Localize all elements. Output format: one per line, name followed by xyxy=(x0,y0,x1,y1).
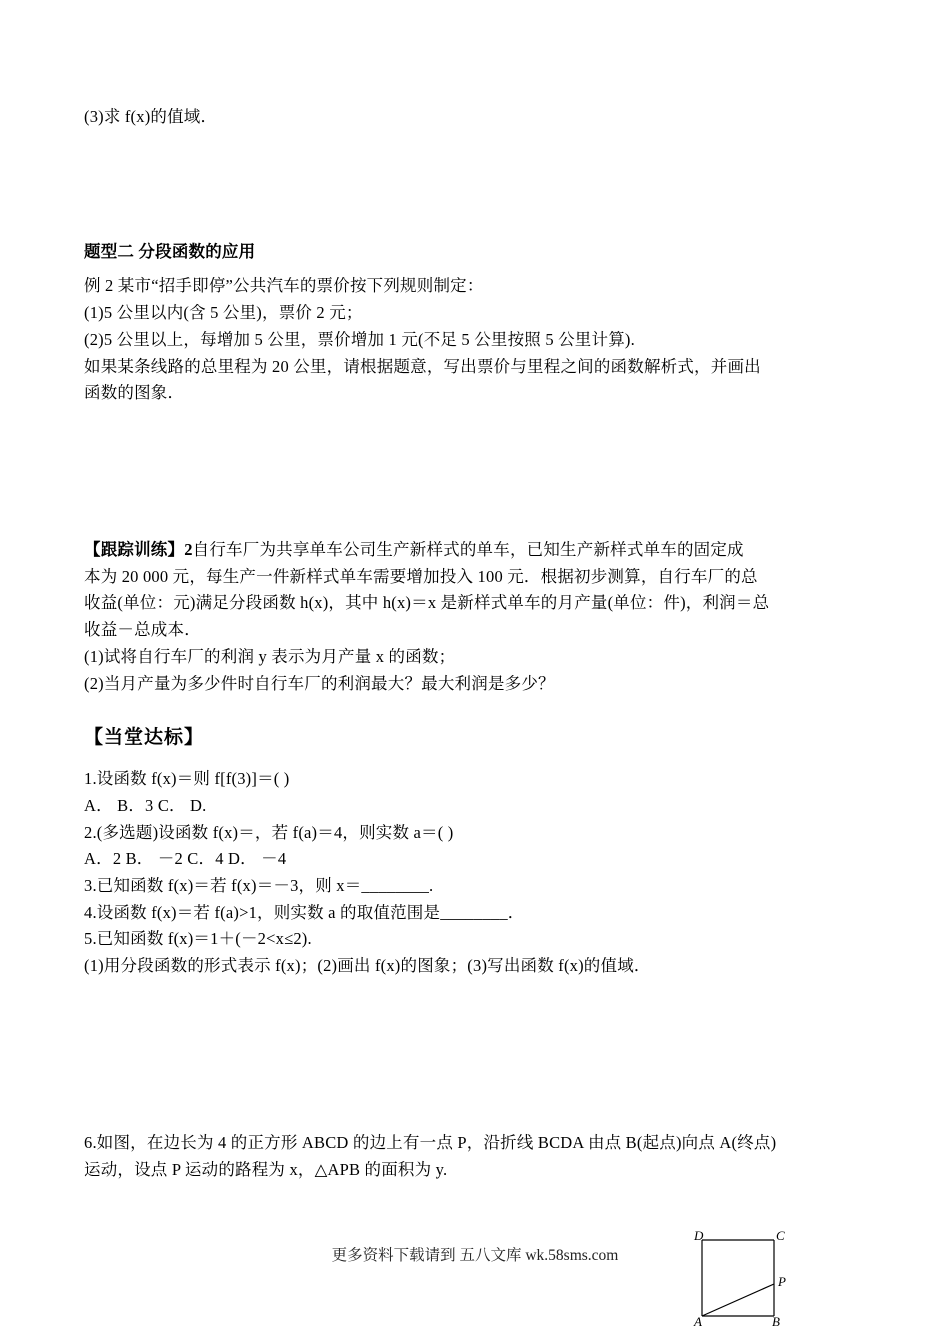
answer-space-3 xyxy=(84,980,874,1130)
topic-2-heading: 题型二 分段函数的应用 xyxy=(84,241,256,261)
practice-question-6-line-2: 运动，设点 P 运动的路程为 x，△APB 的面积为 y. xyxy=(84,1159,448,1179)
practice-question-3: 3.已知函数 f(x)＝若 f(x)＝－3，则 x＝________. xyxy=(84,875,434,895)
practice-question-6-line-1: 6.如图，在边长为 4 的正方形 ABCD 的边上有一点 P，沿折线 BCDA 由点 B(起点)向点 A(终点) xyxy=(84,1132,777,1152)
top-spacer xyxy=(84,0,874,104)
answer-space-2 xyxy=(84,407,874,537)
example-2-line-3: (2)5 公里以上，每增加 5 公里，票价增加 1 元(不足 5 公里按照 5 公里计算). xyxy=(84,329,635,349)
example-2-line-4: 如果某条线路的总里程为 20 公里，请根据题意，写出票价与里程之间的函数解析式，并画出 xyxy=(84,356,761,376)
previous-question-3: (3)求 f(x)的值域． xyxy=(84,107,218,126)
practice-question-5: 5.已知函数 f(x)＝1＋(－2<x≤2). xyxy=(84,929,312,949)
followup-paragraph-line-4: 收益－总成本． xyxy=(84,620,201,640)
practice-question-5-sub: (1)用分段函数的形式表示 f(x)；(2)画出 f(x)的图象；(3)写出函数 f(x)的值域． xyxy=(84,956,651,976)
figure-label-p: P xyxy=(778,1274,786,1289)
section-heading-practice: 【当堂达标】 xyxy=(84,727,205,749)
followup-label: 【跟踪训练】2 xyxy=(84,540,193,560)
footer-watermark: 更多资料下载请到 五八文库 wk.58sms.com xyxy=(331,1247,619,1264)
figure-label-b: B xyxy=(772,1314,780,1329)
followup-paragraph-line-2: 本为 20 000 元，每生产一件新样式单车需要增加投入 100 元．根据初步测算，自行车厂的总 xyxy=(84,566,758,586)
example-2-line-2: (1)5 公里以内(含 5 公里)，票价 2 元； xyxy=(84,303,363,323)
followup-question-1: (1)试将自行车厂的利润 y 表示为月产量 x 的函数； xyxy=(84,646,456,666)
figure-label-a: A xyxy=(694,1314,702,1329)
figure-label-d: D xyxy=(694,1228,704,1243)
example-2-line-5: 函数的图象． xyxy=(84,383,185,403)
gap-1 xyxy=(84,265,874,273)
practice-question-4: 4.设函数 f(x)＝若 f(a)>1，则实数 a 的取值范围是________． xyxy=(84,902,525,922)
figure-label-c: C xyxy=(776,1228,785,1243)
followup-paragraph-line-3: 收益(单位：元)满足分段函数 h(x)，其中 h(x)＝x 是新样式单车的月产量(单位：件)，利润＝总 xyxy=(84,593,770,613)
practice-question-2: 2.(多选题)设函数 f(x)＝，若 f(a)＝4，则实数 a＝( ) xyxy=(84,822,454,842)
followup-question-2: (2)当月产量为多少件时自行车厂的利润最大？最大利润是多少？ xyxy=(84,673,555,693)
document-content xyxy=(84,0,874,1183)
square-figure-svg xyxy=(686,1218,806,1330)
gap-2 xyxy=(84,697,874,723)
followup-text-1: 自行车厂为共享单车公司生产新样式的单车，已知生产新样式单车的固定成 xyxy=(192,540,744,560)
square-figure xyxy=(686,1218,806,1330)
practice-question-1: 1.设函数 f(x)＝则 f[f(3)]＝( ) xyxy=(84,769,290,789)
gap-3 xyxy=(84,754,874,766)
practice-question-2-options: A．2 B． －2 C．4 D． －4 xyxy=(84,849,287,869)
example-2-line-1: 例 2 某市“招手即停”公共汽车的票价按下列规则制定： xyxy=(84,276,484,296)
practice-question-1-options: A． B．3 C． D. xyxy=(84,795,207,815)
answer-space-1 xyxy=(84,131,874,239)
followup-paragraph-line-1 xyxy=(84,537,874,564)
